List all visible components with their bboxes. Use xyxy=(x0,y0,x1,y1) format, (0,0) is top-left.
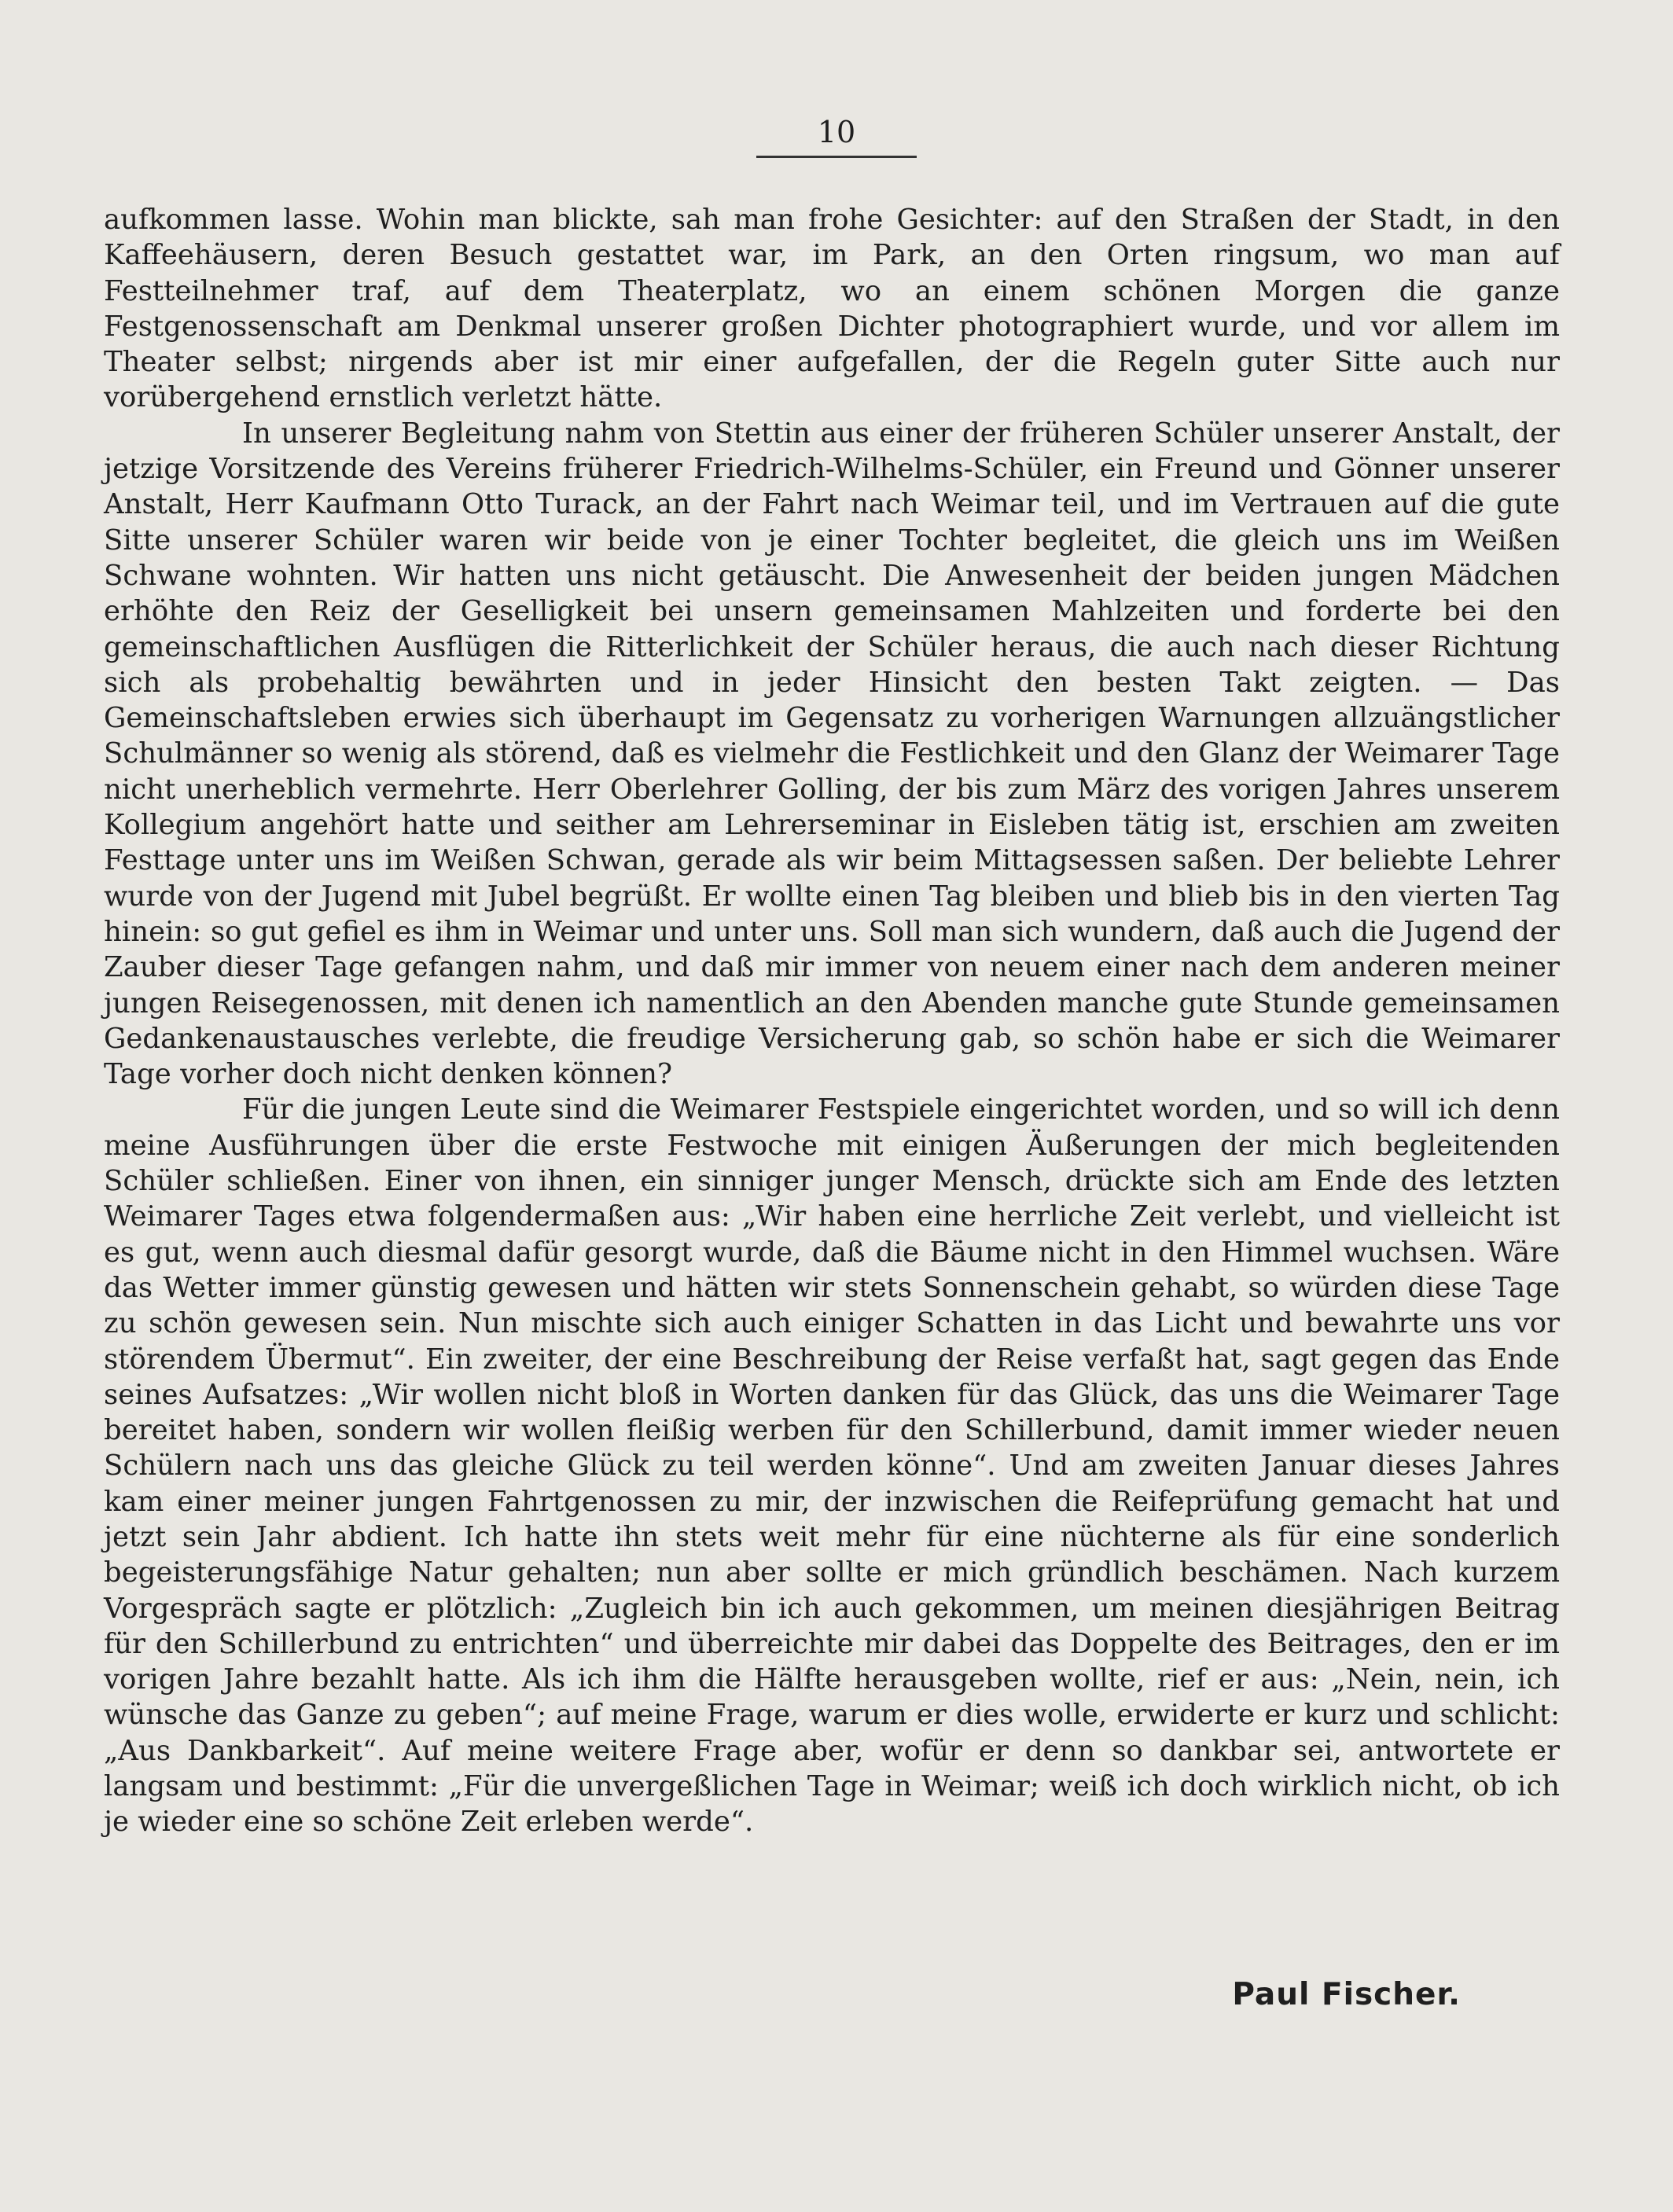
author-signature: Paul Fischer. xyxy=(1232,1977,1461,2012)
paragraph-continuation: aufkommen lasse. Wohin man blickte, sah man frohe Gesichter: auf den Straßen der Stadt, in den Kaffeehäusern, deren Besuch gestattet war, im Park, an den Orten ringsum, wo man auf Festteilnehmer traf, auf dem Theaterplatz, wo an einem schönen Morgen die ganze Festgenossenschaft am Denkmal unserer großen Dichter photographiert wurde, und vor allem im Theater selbst; nirgends aber ist mir einer aufgefallen, der die Regeln guter Sitte auch nur vorübergehend ernstlich verletzt hätte. xyxy=(104,204,1560,414)
paragraph-companions: In unserer Begleitung nahm von Stettin aus einer der früheren Schüler unserer Anstalt, der jetzige Vorsitzende des Vereins früherer Friedrich-Wilhelms-Schüler, ein Freund und Gönner unserer Anstalt, Herr Kaufmann Otto Turack, an der Fahrt nach Weimar teil, und im Vertrauen auf die gute Sitte unserer Schüler waren wir beide von je einer Tochter begleitet, die gleich uns im Weißen Schwane wohnten. Wir hatten uns nicht getäuscht. Die Anwesenheit der beiden jungen Mädchen erhöhte den Reiz der Geselligkeit bei unsern gemeinsamen Mahlzeiten und forderte bei den gemeinschaftlichen Ausflügen die Ritterlichkeit der Schüler heraus, die auch nach dieser Richtung sich als probehaltig bewährten und in jeder Hinsicht den besten Takt zeigten. — Das Gemeinschaftsleben erwies sich überhaupt im Gegensatz zu vorherigen Warnungen allzuängstlicher Schulmänner so wenig als störend, daß es vielmehr die Festlichkeit und den Glanz der Weimarer Tage nicht unerheblich vermehrte. Herr Oberlehrer Golling, der bis zum März des vorigen Jahres unserem Kollegium angehört hatte und seither am Lehrerseminar in Eisleben tätig ist, erschien am zweiten Festtage unter uns im Weißen Schwan, gerade als wir beim Mittagsessen saßen. Der beliebte Lehrer wurde von der Jugend mit Jubel begrüßt. Er wollte einen Tag bleiben und blieb bis in den vierten Tag hinein: so gut gefiel es ihm in Weimar und unter uns. Soll man sich wundern, daß auch die Jugend der Zauber dieser Tage gefangen nahm, und daß mir immer von neuem einer nach dem anderen meiner jungen Reisegenossen, mit denen ich namentlich an den Abenden manche gute Stunde gemeinsamen Gedankenaustausches verlebte, die freudige Versicherung gab, so schön habe er sich die Weimarer Tage vorher doch nicht denken können? xyxy=(104,417,1560,1091)
page-number-rule xyxy=(756,156,917,158)
article-body xyxy=(104,202,1560,1840)
paragraph-student-remarks: Für die jungen Leute sind die Weimarer Festspiele eingerichtet worden, und so will ich denn meine Ausführungen über die erste Festwoche mit einigen Äußerungen der mich begleitenden Schüler schließen. Einer von ihnen, ein sinniger junger Mensch, drückte sich am Ende des letzten Weimarer Tages etwa folgendermaßen aus: „Wir haben eine herrliche Zeit verlebt, und vielleicht ist es gut, wenn auch diesmal dafür gesorgt wurde, daß die Bäume nicht in den Himmel wuchsen. Wäre das Wetter immer günstig gewesen und hätten wir stets Sonnenschein gehabt, so würden diese Tage zu schön gewesen sein. Nun mischte sich auch einiger Schatten in das Licht und bewahrte uns vor störendem Übermut“. Ein zweiter, der eine Beschreibung der Reise verfaßt hat, sagt gegen das Ende seines Aufsatzes: „Wir wollen nicht bloß in Worten danken für das Glück, das uns die Weimarer Tage bereitet haben, sondern wir wollen fleißig werben für den Schillerbund, damit immer wieder neuen Schülern nach uns das gleiche Glück zu teil werden könne“. Und am zweiten Januar dieses Jahres kam einer meiner jungen Fahrtgenossen zu mir, der inzwischen die Reifeprüfung gemacht hat und jetzt sein Jahr abdient. Ich hatte ihn stets weit mehr für eine nüchterne als für eine sonderlich begeisterungsfähige Natur gehalten; nun aber sollte er mich gründlich beschämen. Nach kurzem Vorgespräch sagte er plötzlich: „Zugleich bin ich auch gekommen, um meinen diesjährigen Beitrag für den Schillerbund zu entrichten“ und überreichte mir dabei das Doppelte des Beitrages, den er im vorigen Jahre bezahlt hatte. Als ich ihm die Hälfte herausgeben wollte, rief er aus: „Nein, nein, ich wünsche das Ganze zu geben“; auf meine Frage, warum er dies wolle, erwiderte er kurz und schlicht: „Aus Dankbarkeit“. Auf meine weitere Frage aber, wofür er denn so dankbar sei, antwortete er langsam und bestimmt: „Für die unvergeßlichen Tage in Weimar; weiß ich doch wirklich nicht, ob ich je wieder eine so schöne Zeit erleben werde“. xyxy=(104,1093,1560,1839)
page-number: 10 xyxy=(817,115,856,149)
